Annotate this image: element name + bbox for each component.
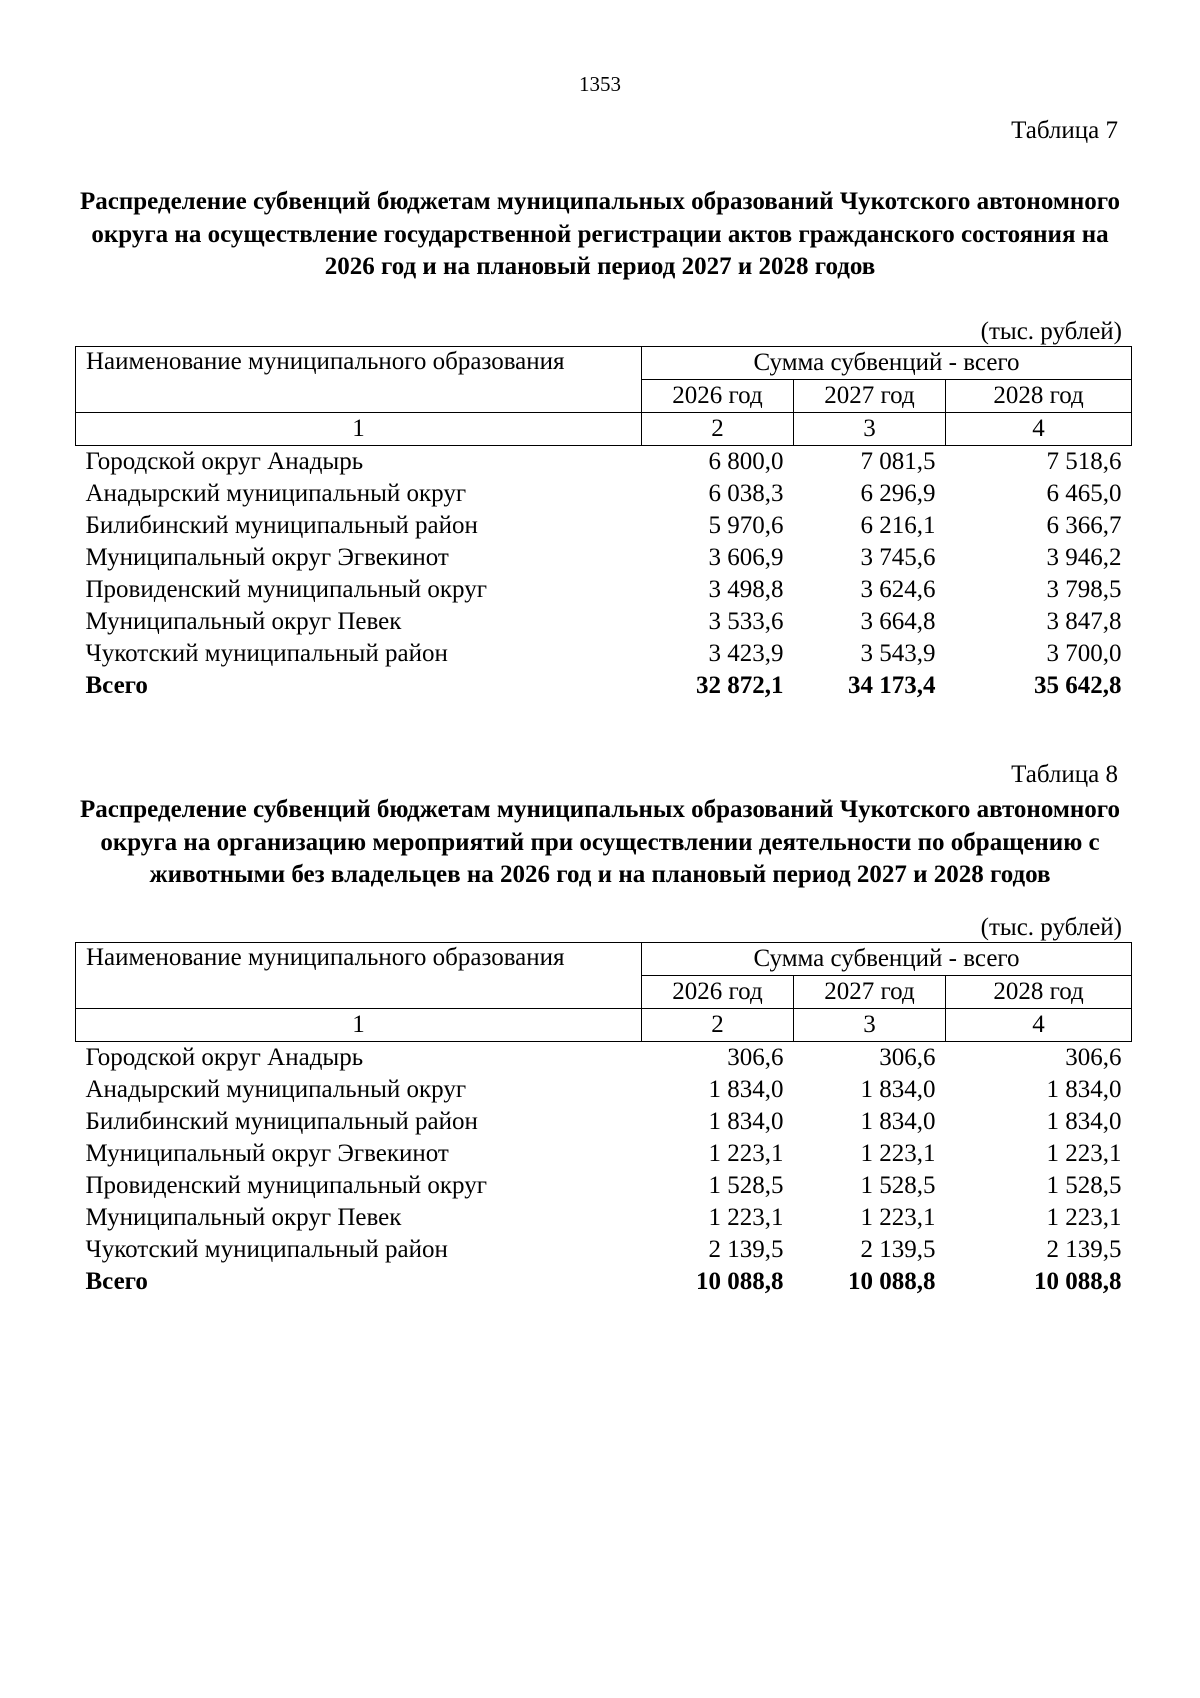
total-2026: 32 872,1 (696, 672, 784, 699)
table-row (76, 1106, 1132, 1138)
amount-2028: 3 946,2 (1046, 544, 1122, 571)
table-row (76, 1042, 1132, 1075)
amount-2027: 1 223,1 (860, 1140, 936, 1167)
table-8-label: Таблица 8 (1011, 761, 1118, 788)
column-number: 2 (642, 413, 794, 446)
column-number: 1 (76, 413, 642, 446)
header-sum-column: Сумма субвенций - всего (642, 347, 1132, 380)
amount-2027: 3 624,6 (860, 576, 936, 603)
amount-2026: 1 528,5 (708, 1172, 784, 1199)
page-number: 1353 (579, 72, 621, 96)
amount-2026: 2 139,5 (708, 1236, 784, 1263)
amount-2026: 6 800,0 (708, 448, 784, 475)
amount-2026: 3 533,6 (708, 608, 784, 635)
table-7-label: Таблица 7 (1011, 117, 1118, 144)
municipality-name: Анадырский муниципальный округ (85, 480, 467, 507)
amount-2028: 1 223,1 (1046, 1204, 1122, 1231)
header-year: 2027 год (794, 380, 946, 413)
header-name-column: Наименование муниципального образования (76, 347, 642, 413)
total-2027: 10 088,8 (848, 1268, 936, 1295)
table-8-title: Распределение субвенций бюджетам муниципальных образований Чукотского автономного округа на организацию мероприятий при осуществлении деятельности по обращению с животными без владельцев на 2026 год и на плановый период 2027 и 2028 годов (79, 796, 1121, 888)
amount-2027: 6 296,9 (860, 480, 936, 507)
municipality-name: Городской округ Анадырь (85, 1044, 364, 1071)
amount-2028: 1 834,0 (1046, 1076, 1122, 1103)
total-label: Всего (85, 1268, 148, 1295)
table-8-units: (тыс. рублей) (980, 914, 1122, 941)
amount-2026: 3 423,9 (708, 640, 784, 667)
table-7 (75, 346, 1132, 702)
amount-2027: 1 834,0 (860, 1076, 936, 1103)
table-row (76, 574, 1132, 606)
column-number: 3 (794, 413, 946, 446)
header-sum-column: Сумма субвенций - всего (642, 943, 1132, 976)
amount-2028: 1 528,5 (1046, 1172, 1122, 1199)
table-7-units: (тыс. рублей) (980, 318, 1122, 345)
amount-2026: 1 223,1 (708, 1140, 784, 1167)
table-7-title: Распределение субвенций бюджетам муниципальных образований Чукотского автономного округа на осуществление государственной регистрации актов гражданского состояния на 2026 год и на плановый период 2027 и 2028 годов (79, 188, 1121, 280)
column-number: 2 (642, 1009, 794, 1042)
header-year: 2028 год (946, 976, 1132, 1009)
amount-2028: 306,6 (1065, 1044, 1122, 1071)
amount-2026: 5 970,6 (708, 512, 784, 539)
amount-2027: 306,6 (879, 1044, 936, 1071)
amount-2026: 3 498,8 (708, 576, 784, 603)
amount-2026: 1 834,0 (708, 1108, 784, 1135)
table-row (76, 1138, 1132, 1170)
table-row (76, 446, 1132, 479)
amount-2028: 2 139,5 (1046, 1236, 1122, 1263)
column-number: 4 (946, 413, 1132, 446)
total-2027: 34 173,4 (848, 672, 936, 699)
table-8 (75, 942, 1132, 1298)
column-number: 3 (794, 1009, 946, 1042)
amount-2026: 306,6 (727, 1044, 784, 1071)
municipality-name: Чукотский муниципальный район (85, 640, 448, 667)
amount-2026: 1 223,1 (708, 1204, 784, 1231)
municipality-name: Анадырский муниципальный округ (85, 1076, 467, 1103)
amount-2028: 3 847,8 (1046, 608, 1122, 635)
municipality-name: Провиденский муниципальный округ (85, 1172, 487, 1199)
total-2026: 10 088,8 (696, 1268, 784, 1295)
amount-2027: 3 664,8 (860, 608, 936, 635)
amount-2027: 1 834,0 (860, 1108, 936, 1135)
amount-2027: 3 543,9 (860, 640, 936, 667)
amount-2027: 6 216,1 (860, 512, 936, 539)
amount-2027: 1 528,5 (860, 1172, 936, 1199)
municipality-name: Провиденский муниципальный округ (85, 576, 487, 603)
amount-2028: 1 223,1 (1046, 1140, 1122, 1167)
amount-2026: 1 834,0 (708, 1076, 784, 1103)
amount-2028: 6 465,0 (1046, 480, 1122, 507)
amount-2027: 3 745,6 (860, 544, 936, 571)
amount-2028: 1 834,0 (1046, 1108, 1122, 1135)
column-number: 4 (946, 1009, 1132, 1042)
total-row (76, 670, 1132, 702)
column-number: 1 (76, 1009, 642, 1042)
amount-2028: 6 366,7 (1046, 512, 1122, 539)
table-row (76, 510, 1132, 542)
table-row (76, 606, 1132, 638)
municipality-name: Билибинский муниципальный район (85, 1108, 478, 1135)
municipality-name: Городской округ Анадырь (85, 448, 364, 475)
amount-2027: 7 081,5 (860, 448, 936, 475)
header-name-column: Наименование муниципального образования (76, 943, 642, 1009)
amount-2027: 2 139,5 (860, 1236, 936, 1263)
total-2028: 10 088,8 (1034, 1268, 1122, 1295)
amount-2027: 1 223,1 (860, 1204, 936, 1231)
header-year: 2028 год (946, 380, 1132, 413)
header-year: 2026 год (642, 380, 794, 413)
table-row (76, 1074, 1132, 1106)
municipality-name: Муниципальный округ Эгвекинот (85, 544, 449, 571)
header-year: 2027 год (794, 976, 946, 1009)
amount-2026: 6 038,3 (708, 480, 784, 507)
municipality-name: Муниципальный округ Певек (85, 608, 402, 635)
table-row (76, 1234, 1132, 1266)
municipality-name: Муниципальный округ Певек (85, 1204, 402, 1231)
table-row (76, 1170, 1132, 1202)
table-row (76, 1202, 1132, 1234)
amount-2028: 7 518,6 (1046, 448, 1122, 475)
header-year: 2026 год (642, 976, 794, 1009)
amount-2026: 3 606,9 (708, 544, 784, 571)
table-row (76, 638, 1132, 670)
amount-2028: 3 798,5 (1046, 576, 1122, 603)
municipality-name: Муниципальный округ Эгвекинот (85, 1140, 449, 1167)
total-row (76, 1266, 1132, 1298)
total-2028: 35 642,8 (1034, 672, 1122, 699)
municipality-name: Билибинский муниципальный район (85, 512, 478, 539)
municipality-name: Чукотский муниципальный район (85, 1236, 448, 1263)
amount-2028: 3 700,0 (1046, 640, 1122, 667)
table-row (76, 542, 1132, 574)
table-row (76, 478, 1132, 510)
total-label: Всего (85, 672, 148, 699)
